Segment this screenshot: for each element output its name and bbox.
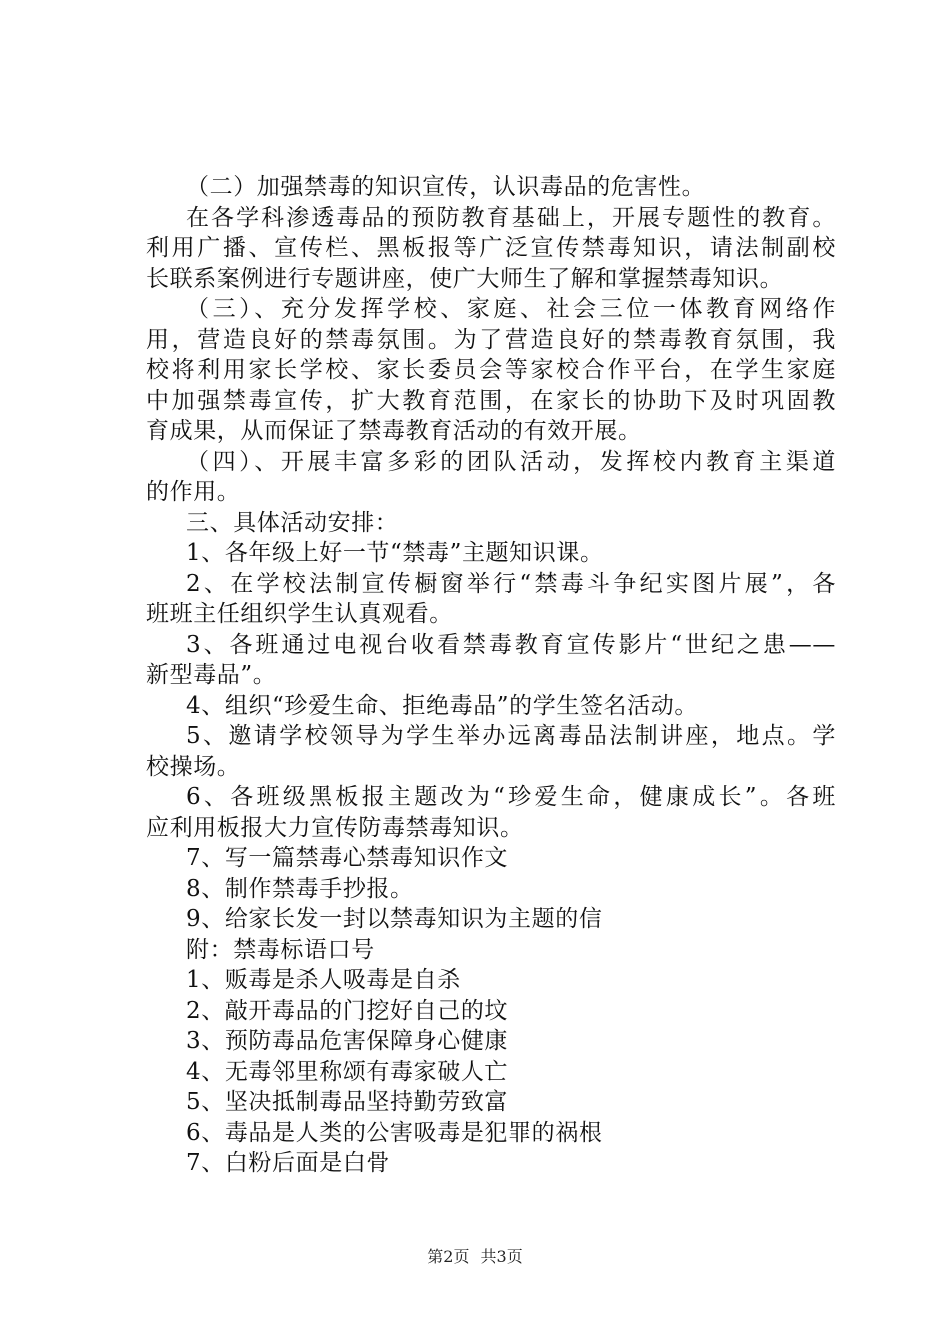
text-line: 7、写一篇禁毒心禁毒知识作文 xyxy=(186,845,509,871)
text-line: 9、给家长发一封以禁毒知识为主题的信 xyxy=(186,906,603,932)
text-line: 4、无毒邻里称颂有毒家破人亡 xyxy=(186,1058,509,1085)
text-line: 5、坚决抵制毒品坚持勤劳致富 xyxy=(186,1089,509,1115)
text-line: 用，营造良好的禁毒氛围。为了营造良好的禁毒教育氛围，我 xyxy=(146,326,836,353)
text-line: 育成果，从而保证了禁毒教育活动的有效开展。 xyxy=(146,418,642,444)
text-line: （三）、充分发挥学校、家庭、社会三位一体教育网络作 xyxy=(186,296,836,322)
text-line: 2、敲开毒品的门挖好自己的坟 xyxy=(186,997,509,1024)
text-line: 3、各班通过电视台收看禁毒教育宣传影片“世纪之患—— xyxy=(186,631,836,658)
text-line: （二）加强禁毒的知识宣传，认识毒品的危害性。 xyxy=(186,174,706,200)
text-line: 4、组织“珍爱生命、拒绝毒品”的学生签名活动。 xyxy=(186,692,698,719)
text-line: 8、制作禁毒手抄报。 xyxy=(186,875,414,902)
text-line: （四）、开展丰富多彩的团队活动，发挥校内教育主渠道 xyxy=(186,448,836,475)
page-footer xyxy=(0,1244,950,1267)
text-line: 利用广播、宣传栏、黑板报等广泛宣传禁毒知识，请法制副校 xyxy=(146,235,836,261)
text-line: 校操场。 xyxy=(146,753,241,780)
text-line: 2、在学校法制宣传橱窗举行“禁毒斗争纪实图片展”，各 xyxy=(186,570,836,597)
text-line: 应利用板报大力宣传防毒禁毒知识。 xyxy=(146,814,524,841)
text-line: 长联系案例进行专题讲座，使广大师生了解和掌握禁毒知识。 xyxy=(146,265,784,292)
text-line: 校将利用家长学校、家长委员会等家校合作平台，在学生家庭 xyxy=(146,357,836,383)
text-line: 的作用。 xyxy=(146,479,241,505)
text-line: 班班主任组织学生认真观看。 xyxy=(146,601,453,627)
text-line: 在各学科渗透毒品的预防教育基础上，开展专题性的教育。 xyxy=(186,204,836,231)
text-line: 1、贩毒是杀人吸毒是自杀 xyxy=(186,967,461,993)
text-line: 新型毒品”。 xyxy=(146,662,277,688)
text-line: 3、预防毒品危害保障身心健康 xyxy=(186,1028,509,1054)
page-number: 第2页 xyxy=(427,1247,470,1266)
text-line: 1、各年级上好一节“禁毒”主题知识课。 xyxy=(186,540,604,566)
page-total: 共3页 xyxy=(480,1247,523,1266)
text-line: 附：禁毒标语口号 xyxy=(186,936,375,963)
text-line: 6、毒品是人类的公害吸毒是犯罪的祸根 xyxy=(186,1119,603,1146)
text-line: 6、各班级黑板报主题改为“珍爱生命，健康成长”。各班 xyxy=(186,784,836,810)
document-body xyxy=(146,172,836,1179)
text-line: 中加强禁毒宣传，扩大教育范围，在家长的协助下及时巩固教 xyxy=(146,387,836,414)
text-line: 7、白粉后面是白骨 xyxy=(186,1150,391,1176)
text-line: 三、具体活动安排： xyxy=(186,509,399,536)
text-line: 5、邀请学校领导为学生举办远离毒品法制讲座，地点。学 xyxy=(186,723,836,749)
